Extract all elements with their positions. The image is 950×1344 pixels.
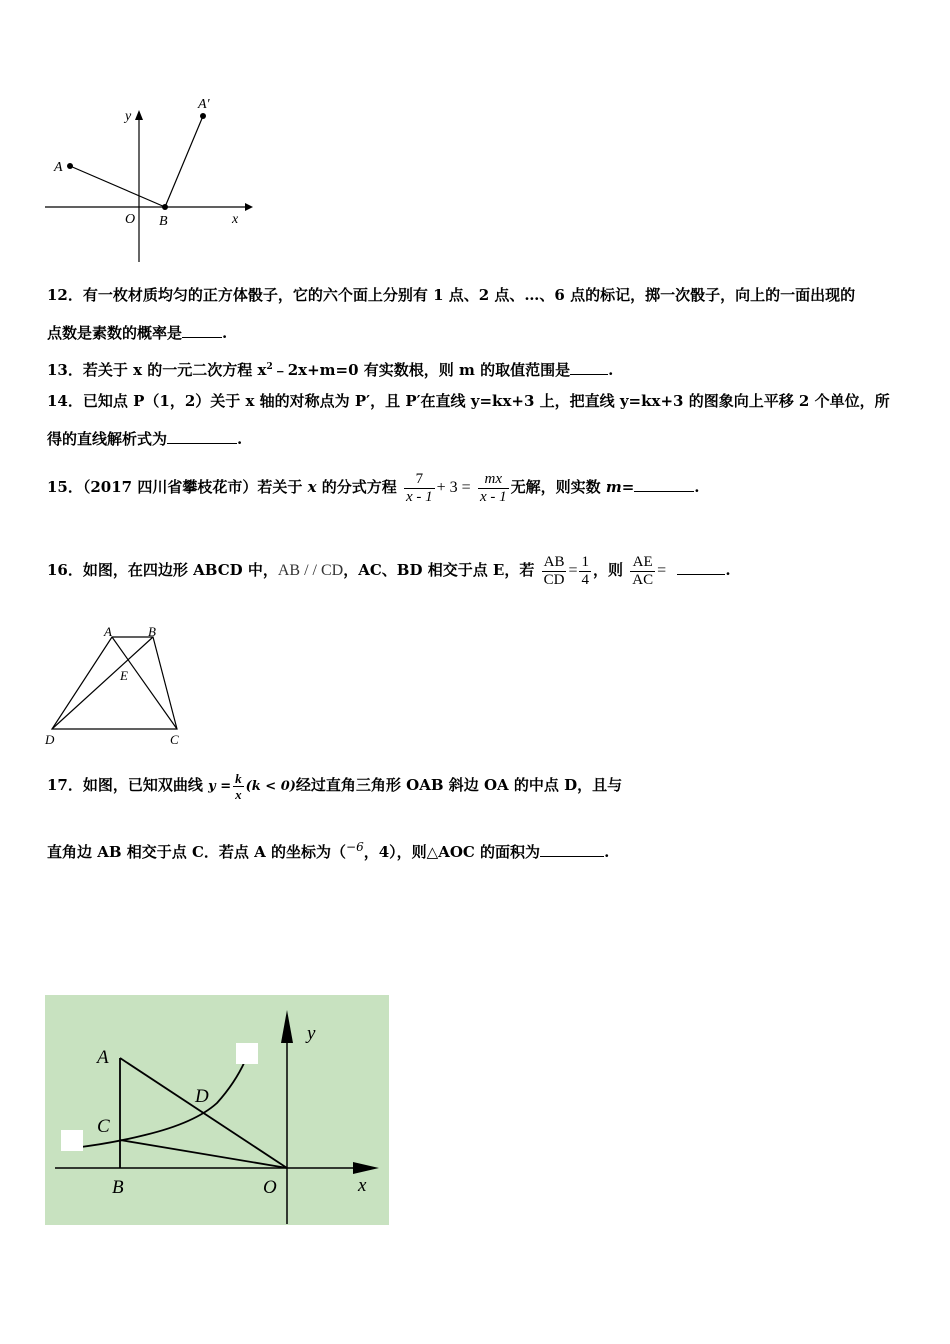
label-d: D	[45, 732, 55, 747]
diagonal-ac	[112, 637, 177, 729]
label-b: B	[159, 214, 168, 229]
figure-hyperbola-triangle	[45, 995, 389, 1225]
label-x: x	[358, 1175, 367, 1196]
q17-condition: (k < 0)	[245, 779, 296, 794]
q14-period: .	[237, 430, 243, 448]
segment-ab	[70, 166, 165, 207]
q17-line2-mid: ，4），则△AOC 的面积为	[363, 843, 541, 861]
q16-answer-blank[interactable]	[677, 560, 725, 575]
q16-text-mid: ，AC、BD 相交于点 E，若	[343, 561, 535, 579]
q16-fraction-one-quarter: $\frac{1}{4}$	[581, 553, 589, 588]
label-c: C	[97, 1116, 110, 1137]
q13-text-post: ﹣2x+m=0 有实数根，则 m 的取值范围是	[272, 361, 571, 379]
label-e: E	[120, 668, 128, 683]
question-14-line1: 14．已知点 P（1，2）关于 x 轴的对称点为 P′，且 P′在直线 y=kx+3 上，把直线 y=kx+3 的图象向上平移 2 个单位，所	[47, 392, 890, 410]
label-a: A	[97, 1047, 109, 1068]
q15-text-mid: 的分式方程	[316, 478, 397, 496]
segment-ba-prime	[165, 116, 203, 207]
figure-coordinate-ab	[40, 92, 260, 267]
y-axis-arrow-icon	[135, 110, 143, 120]
q15-plus-three: + 3 =	[436, 479, 471, 496]
label-y: y	[125, 109, 132, 124]
label-a-prime: A′	[198, 97, 210, 112]
q15-var-m: m	[605, 478, 622, 496]
label-b: B	[148, 624, 156, 639]
trapezoid-outline	[52, 637, 177, 729]
q17-coord-x: −6	[346, 840, 364, 854]
label-o: O	[125, 212, 136, 227]
q17-y-eq: y =	[208, 779, 232, 794]
point-a	[67, 163, 73, 169]
label-a: A	[54, 160, 63, 175]
q15-period: .	[694, 478, 700, 496]
label-a: A	[104, 624, 112, 639]
label-o: O	[263, 1177, 277, 1198]
q15-fraction-1: $\frac{7}{x - 1}$	[406, 470, 433, 505]
label-d: D	[195, 1086, 209, 1107]
q13-answer-blank[interactable]	[570, 360, 608, 375]
q14-text: 得的直线解析式为	[47, 430, 168, 448]
q17-text-post: 经过直角三角形 OAB 斜边 OA 的中点 D，且与	[295, 776, 623, 794]
question-13	[47, 357, 613, 380]
q12-text: 点数是素数的概率是	[47, 324, 183, 342]
q15-text-pre: 15．（2017 四川省攀枝花市）若关于	[47, 478, 308, 496]
question-17-line1	[47, 766, 622, 806]
question-17-line2	[47, 837, 609, 862]
q13-period: .	[608, 361, 614, 379]
question-12-line1: 12．有一枚材质均匀的正方体骰子，它的六个面上分别有 1 点、2 点、…、6 点的标记，掷一次骰子，向上的一面出现的	[47, 286, 856, 304]
q15-eq: =	[621, 478, 635, 496]
q16-eq1: =	[568, 562, 578, 579]
q16-parallel: AB / / CD	[277, 562, 344, 579]
label-b: B	[112, 1177, 124, 1198]
point-a-prime	[200, 113, 206, 119]
q16-fraction-ae-ac: $\frac{AE}{AC}$	[632, 553, 654, 588]
q15-var-x: x	[307, 478, 317, 496]
question-12-line2	[47, 323, 227, 343]
white-patch-left	[61, 1130, 83, 1151]
q16-period: .	[725, 561, 731, 579]
q16-fraction-ab-cd: $\frac{AB}{CD}$	[543, 553, 565, 588]
label-x: x	[232, 212, 239, 227]
x-axis-arrow-icon	[245, 203, 253, 211]
question-15	[47, 470, 700, 506]
q17-text-pre: 17．如图，已知双曲线	[47, 776, 203, 794]
q16-text-pre: 16．如图，在四边形 ABCD 中，	[47, 561, 278, 579]
q12-answer-blank[interactable]	[182, 323, 222, 338]
figure-trapezoid-abcd	[40, 622, 200, 752]
q17-answer-blank[interactable]	[540, 842, 604, 857]
q15-fraction-2: $\frac{mx}{x - 1}$	[479, 470, 507, 505]
q17-period: .	[604, 843, 610, 861]
q12-period: .	[222, 324, 228, 342]
white-patch-top	[236, 1043, 258, 1064]
question-16	[47, 553, 731, 589]
q16-eq2: =	[657, 562, 667, 579]
point-b	[162, 204, 168, 210]
label-c: C	[170, 732, 179, 747]
q17-line2-pre: 直角边 AB 相交于点 C．若点 A 的坐标为（	[47, 843, 347, 861]
q14-answer-blank[interactable]	[167, 429, 237, 444]
q15-answer-blank[interactable]	[634, 477, 694, 492]
q13-text: 13．若关于 x 的一元二次方程 x	[47, 361, 267, 379]
q15-text-post: 无解，则实数	[510, 478, 606, 496]
question-14-line2	[47, 429, 242, 449]
q17-fraction-k-x: $\frac{k}{x}$	[235, 770, 242, 802]
label-y: y	[307, 1023, 316, 1044]
figure-background	[45, 995, 389, 1225]
q16-then: ，则	[592, 561, 623, 579]
q13-exponent: 2	[266, 362, 273, 372]
